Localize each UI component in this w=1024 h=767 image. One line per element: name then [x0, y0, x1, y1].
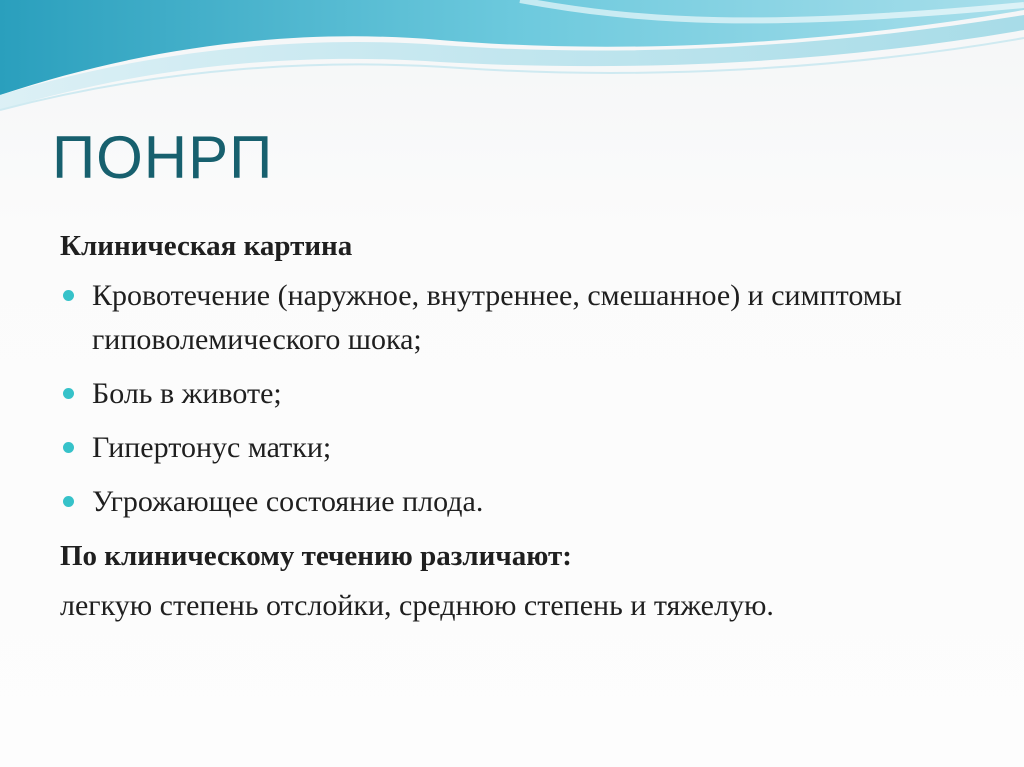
- list-item: [60, 480, 980, 524]
- list-item: [60, 274, 980, 362]
- bullet-dot-icon: [63, 442, 74, 453]
- bullet-dot-icon: [63, 496, 74, 507]
- list-item-text: Угрожающее состояние плода.: [92, 485, 484, 518]
- paragraph: легкую степень отслойки, среднюю степень и тяжелую.: [60, 589, 774, 622]
- bullet-dot-icon: [63, 388, 74, 399]
- page-title: ПОНРП: [52, 124, 274, 191]
- list-item-text: Боль в животе;: [92, 377, 282, 410]
- bullet-list: [60, 274, 980, 524]
- list-item-text: Кровотечение (наружное, внутреннее, смешанное) и симптомы гиповолемического шока;: [92, 279, 902, 356]
- section-heading: Клиническая картина: [60, 230, 353, 262]
- list-item-text: Гипертонус матки;: [92, 431, 332, 464]
- subheading: По клиническому течению различают:: [60, 540, 572, 572]
- bullet-dot-icon: [63, 290, 74, 301]
- slide-content: [60, 224, 980, 628]
- list-item: [60, 426, 980, 470]
- wave-decoration: [0, 0, 1024, 130]
- list-item: [60, 372, 980, 416]
